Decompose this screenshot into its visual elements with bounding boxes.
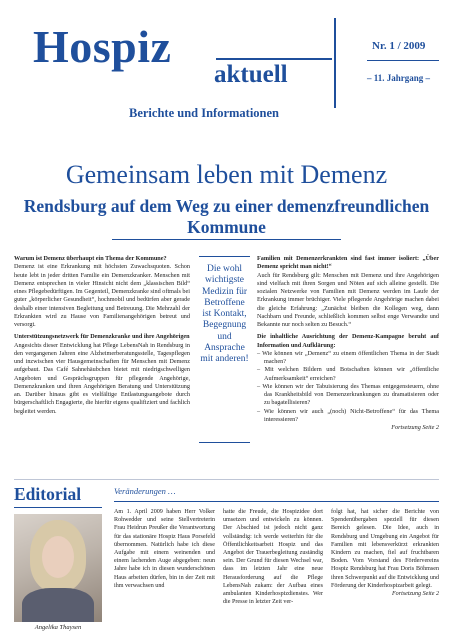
headline-subtitle: Rendsburg auf dem Weg zu einer demenzfreundlichen Kommune	[23, 196, 430, 238]
headline-rule	[112, 239, 341, 240]
article-heading: Familien mit Demenzerkrankten sind fast immer isoliert: „Über Demenz spricht man nicht!“	[257, 255, 439, 271]
article-heading: Die inhaltliche Ausrichtung der Demenz-Kampagne beruht auf Information und Aufklärung:	[257, 333, 439, 349]
bullet-item: – Mit welchen Bildern und Botschaften können wir „öffentliche Aufmerksamkeit“ erreichen?	[257, 366, 439, 382]
quote-rule-bottom	[199, 442, 250, 443]
bullet-item: – Wie können wir der Tabuisierung des Themas entgegensteuern, ohne das Krankheitsbild von Demenzerkrankungen zu dramatisieren oder zu bagatellisieren?	[257, 382, 439, 407]
editorial-paragraph: hatte die Freude, die Hospizidee dort umsetzen und entwickeln zu können. Der Abschied ist jedoch nicht ganz vollständig: ich werde weiterhin für die Öffentlichkeitsarbeit Hospiz und das Angebot der Trauerbegleitung zuständig sein. Der Grund für diesen Wechsel war, dass im letzten Jahr eine neue Herausforderung auf die Pflege LebensNah zukam: der Aufbau eines ambulanten Kinderhospizdienstes. Wer die Presse in letzter Zeit ver-	[223, 509, 323, 606]
author-photo	[14, 514, 102, 622]
masthead-title: Hospiz	[33, 21, 172, 72]
article-heading: Unterstützungsnetzwerk für Demenzkranke und ihre Angehörigen	[14, 333, 190, 341]
article-heading: Warum ist Demenz überhaupt ein Thema der Kommune?	[14, 255, 167, 262]
article-paragraph: Angesichts dieser Entwicklung hat Pflege LebensNah in Rendsburg in den vergangenen Jahren eine Alzheimerberatungsstelle, Tagespflegen und inzwischen vier Hausgemeinschaften für Menschen mit Demenz aufgebaut. Das Café Sahnehäubchen bietet mit niedrigschwelligen Angeboten und Gesprächsgruppen für pflegende Angehörige, Demenzkranken und ihren Angehörigen Beratung und Unterstützung an. Darüber hinaus gibt es vielfältige Entlastungsangebote durch bürgerschaftlich Engagierte, die hierfür eigens qualifiziert und fachlich begleitet werden.	[14, 341, 190, 415]
editorial-subtitle: Veränderungen …	[114, 486, 176, 496]
bullet-item: – Wie können wir „Demenz“ zu einem öffentlichen Thema in der Stadt machen?	[257, 349, 439, 365]
headline-title: Gemeinsam leben mit Demenz	[65, 160, 388, 189]
masthead-rule	[216, 58, 332, 60]
editorial-subtitle-rule	[114, 501, 439, 502]
issue-number: Nr. 1 / 2009	[372, 40, 426, 52]
continuation-note: Fortsetzung Seite 2	[391, 424, 439, 431]
editorial-column-2	[223, 508, 323, 606]
pull-quote: Die wohl wichtigste Medizin für Betroffene ist Kontakt, Begegnung und Ansprache mit anderen!	[200, 264, 249, 365]
section-divider	[14, 479, 439, 480]
issue-rule	[367, 60, 439, 61]
continuation-note: Fortsetzung Seite 2	[391, 591, 439, 598]
editorial-paragraph: Am 1. April 2009 haben Herr Volker Rohwedder und seine Stellvertreterin Frau Heidrun Preußer die Verantwortung für das stationäre Hospiz Haus Porsefeld übernommen. Natürlich habe ich diese Aufgabe mit einem weinenden und einem lachenden Auge abgegeben: neun Jahre habe ich in diesen wunderschönen Haus arbeiten dürfen, bin in der Zeit mit ihm verwachsen und	[114, 509, 215, 589]
quote-rule-top	[199, 256, 250, 257]
masthead-divider	[334, 18, 336, 108]
article-column-right	[257, 255, 439, 432]
editorial-column-3	[331, 508, 439, 598]
masthead-title-suffix: aktuell	[214, 61, 288, 88]
editorial-paragraph: folgt hat, hat sicher die Berichte von Spendenübergaben speziell für diesen Bereich gelesen. Die Idee, auch in Rendsburg und Umgebung ein Angebot für Familien mit lebensverkürzt erkrankten Kindern zu machen, fiel auf fruchtbaren Boden. Vom Vorstand des Fördervereins Hospiz Rendsburg hat Frau Doris Böhmsen ihren Schwerpunkt auf die Entwicklung und Förderung der Kinderhospizarbeit gelegt.	[331, 509, 439, 589]
photo-caption: Angelika Thaysen	[34, 624, 82, 631]
editorial-rule	[14, 507, 102, 508]
article-column-left	[14, 255, 190, 416]
issue-year: – 11. Jahrgang –	[367, 73, 431, 83]
editorial-title: Editorial	[14, 484, 82, 504]
article-paragraph: Auch für Rendsburg gilt: Menschen mit Demenz und ihre Angehörigen sind vielfach mit ihren Sorgen und Nöten auf sich alleine gestellt. Die sozialen Netzwerke von Familien mit Demenz werden im Laufe der Erkrankung immer brüchiger. Viele pflegende Angehörige machen dabei die gleiche Erfahrung: „Zunächst bleiben die Kollegen weg, dann Nachbarn und Freunde, schließlich kommen selbst enge Verwandte und Bekannte nur noch selten zu Besuch.“	[257, 271, 439, 328]
article-paragraph: Demenz ist eine Erkrankung mit höchsten Zuwachsquoten. Schon heute lebt in jeder dritten Familie ein Demenzkranker. Menschen mit Demenz entsprechen in vieler Hinsicht nicht dem „klassischen Bild“ eines Pflegebedürftigen. Im Gegenteil, Demenzkranke sind oftmals bei guter „körperlicher Gesundheit“, hochmobil und bedürfen aber gerade deshalb einer intensiven Begleitung und Betreuung. Die Mehrzahl der Erkrankten wird zu Hause von Familienangehörigen betreut und versorgt.	[14, 263, 190, 328]
editorial-column-1	[114, 508, 215, 590]
bullet-item: – Wie können wir auch „(noch) Nicht-Betroffene“ für das Thema interessieren?	[257, 407, 439, 423]
masthead-subtitle: Berichte und Informationen	[129, 106, 279, 120]
